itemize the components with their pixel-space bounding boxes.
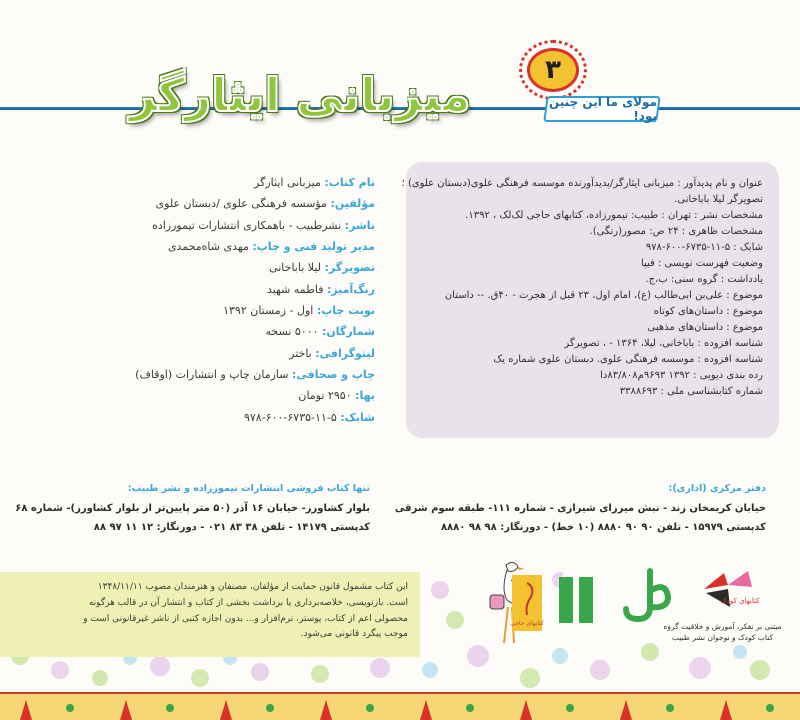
credit-value: ۲۹۵۰ تومان <box>298 389 352 403</box>
catalog-line: شناسه افزوده : موسسه فرهنگی علوی. دبستان علوی شماره یک <box>493 354 763 365</box>
catalog-line: موضوع : داستان‌های کوتاه <box>653 306 763 317</box>
credit-label: شابک: <box>340 410 375 424</box>
catalog-line: موضوع : داستان‌های مذهبی <box>647 322 763 333</box>
legal-line: این کتاب مشمول قانون حمایت از مؤلفان، مصنفان و هنرمندان مصوب ۱۳۴۸/۱۱/۱۱ <box>97 582 408 592</box>
credit-value: فاطمه شهید <box>266 282 324 296</box>
bottom-border-decoration <box>0 692 800 720</box>
bookstore-contact <box>15 480 370 538</box>
copyright-notice <box>0 572 420 657</box>
credit-label: شمارگان: <box>322 325 375 339</box>
credit-value: لیلا باباخانی <box>269 261 322 275</box>
legal-line: است. بازنویسی، خلاصه‌برداری یا برداشت بخشی از کتاب و انتشار آن در قالب هرگونه <box>88 597 408 608</box>
catalog-line: مشخصات نشر : تهران : طبیب: تیمورزاده، کتابهای حاجی لک‌لک ، ۱۳۹۲. <box>465 210 763 221</box>
credit-row-production-manager <box>95 239 375 255</box>
catalog-line: تصویرگر لیلا باباخانی. <box>674 194 763 205</box>
catalog-line: شابک : ۵-۱۱-۶۷۳۵-۶۰۰-۹۷۸ <box>645 242 763 253</box>
hajji-books-logo-icon <box>512 575 542 631</box>
bookstore-phone: کدپستی ۱۴۱۷۹ - تلفن ۳۸ ۸۳ ۰۲۱ - دورنگار: ۱۲ ۱۱ ۹۷ ۸۸ <box>93 522 370 534</box>
credit-row-edition <box>95 303 375 319</box>
credit-value: مهدی شاه‌محمدی <box>167 239 249 253</box>
catalog-line: موضوع : علی‌بن ابی‌طالب (ع)، امام اول، ۲۳ قبل از هجرت - ۴۰ق. -- داستان <box>444 290 763 301</box>
logo-caption: مبتنی بر تفکر، آموزش و خلاقیت گروه کتاب کودک و نوجوان نشر طبیب <box>663 622 782 643</box>
volume-number: ۳ <box>545 55 561 85</box>
credit-label: نام کتاب: <box>324 176 375 189</box>
kids-books-logo-text: کتابهای کودک <box>720 597 760 605</box>
cataloging-box <box>401 162 779 438</box>
hajji-logo-text: کتابهای حاجی <box>510 620 544 627</box>
credit-label: چاپ و صحافی: <box>291 367 375 381</box>
catalog-line: یادداشت : گروه سنی: ب،ج. <box>645 274 763 285</box>
credit-label: لیتوگرافی: <box>315 346 375 360</box>
office-phone: کدپستی ۱۵۹۷۹ - تلفن ۹۰ ۹۰ ۸۸۸۰ (۱۰ خط) - دورنگار: ۹۸ ۹۸ ۸۸۸۰ <box>440 522 766 534</box>
credit-value: مؤسسه فرهنگی علوی /دبستان علوی <box>155 197 327 211</box>
bookstore-heading: تنها کتاب فروشی انتشارات تیمورزاده و نشر طبیب: <box>127 483 370 494</box>
credit-row-illustrator <box>95 260 375 276</box>
credit-value: اول - زمستان ۱۳۹۲ <box>223 303 314 317</box>
credit-label: ناشر: <box>344 218 375 232</box>
credit-row-publisher <box>95 218 375 234</box>
series-title: مولای ما این چنین بود! <box>548 95 657 123</box>
credit-row-authors <box>95 196 375 212</box>
credit-value: نشرطبیب - باهمکاری انتشارات تیمورزاده <box>152 218 342 232</box>
office-heading: دفتر مرکزی (اداری): <box>668 483 766 494</box>
catalog-line: وضعیت فهرست نویسی : فیپا <box>640 258 763 269</box>
kids-books-logo-icon <box>700 567 760 611</box>
credit-value: ۵۰۰۰ نسخه <box>265 325 319 339</box>
credit-row-price <box>95 388 375 404</box>
catalog-line: عنوان و نام پدیدآور : میزبانی ایثارگر/پدیدآورنده موسسه فرهنگی علوی(دبستان علوی) ؛ <box>401 178 763 189</box>
legal-line: موجب پیگرد قانونی می‌شود. <box>300 629 408 640</box>
publisher-logos <box>485 555 785 655</box>
office-address: خیابان کریمخان زند - نبش میرزای شیرازی - شماره ۱۱۱- طبقه سوم شرقی <box>394 502 766 514</box>
catalog-line: مشخصات ظاهری : ۲۴ ص: مصور(رنگی). <box>589 226 763 237</box>
credit-label: نوبت چاپ: <box>316 303 375 317</box>
credit-value: باختر <box>289 346 312 360</box>
credit-row-lithography <box>95 346 375 362</box>
credits-list <box>95 175 375 431</box>
credit-label: مدیر تولید فنی و چاپ: <box>252 239 375 253</box>
credit-row-colorist <box>95 282 375 298</box>
credit-value: میزبانی ایثارگر <box>254 176 321 189</box>
credit-row-printing <box>95 367 375 383</box>
credit-value: ۵-۱۱-۶۷۳۵-۶۰۰-۹۷۸ <box>243 410 337 424</box>
catalog-line: شناسه افزوده : باباخانی، لیلا، ۱۳۶۴ - ، تصویرگر <box>564 338 763 349</box>
credit-row-book-name <box>95 175 375 191</box>
catalog-line: شماره کتابشناسی ملی : ۳۳۸۸۶۹۳ <box>619 386 763 397</box>
catalog-line: رده بندی دیویی : ۱۳۹۲ ۹۶۹۳م۸۳/۸۰۸دا <box>600 370 763 381</box>
credit-label: بها: <box>355 389 375 403</box>
tabib-logo-icon <box>620 567 672 625</box>
series-ribbon <box>543 96 661 122</box>
cataloging-lines <box>401 176 763 400</box>
bookstore-address: بلوار کشاورز- خیابان ۱۶ آذر (۵۰ متر پایین‌تر از بلوار کشاورز)- شماره ۶۸ <box>15 502 370 514</box>
credit-row-isbn <box>95 410 375 426</box>
credit-value: سازمان چاپ و انتشارات (اوقاف) <box>135 367 289 381</box>
credit-label: رنگ‌آمیز: <box>326 282 375 296</box>
office-contact <box>394 480 766 538</box>
legal-line: محصولی اعم از کتاب، پوستر، نرم‌افزار و... بدون اجازه کتبی از ناشر غیرقانونی است و <box>83 613 408 624</box>
book-title: میزبانی ایثارگر <box>129 68 471 122</box>
credit-label: مؤلفین: <box>330 197 375 211</box>
credit-row-print-run <box>95 324 375 340</box>
gift-box-logo-icon <box>555 567 597 627</box>
credit-label: تصویرگر: <box>324 261 375 275</box>
